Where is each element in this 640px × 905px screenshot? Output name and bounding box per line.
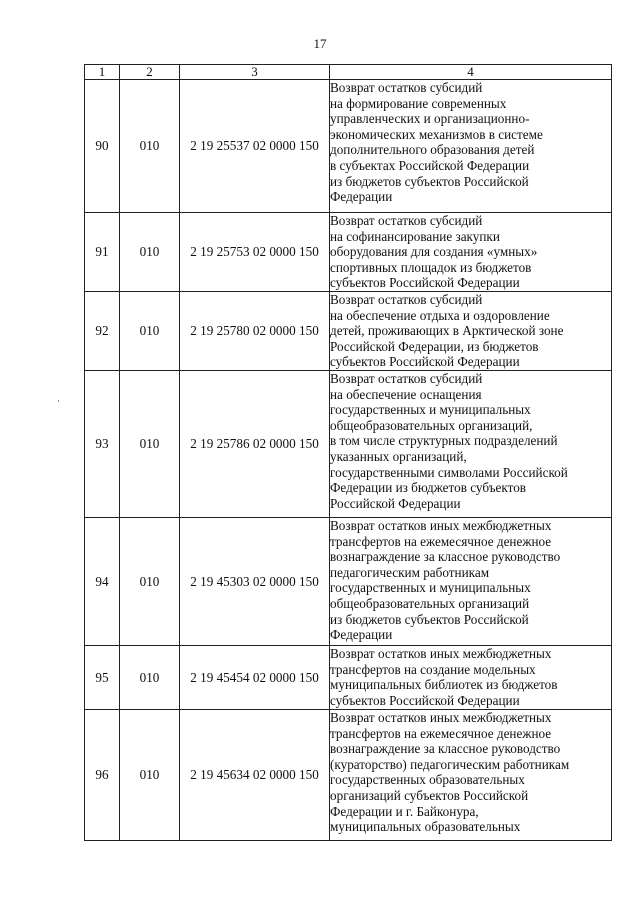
budget-classification-code: 2 19 45454 02 0000 150	[180, 645, 330, 709]
budget-classification-code: 2 19 45634 02 0000 150	[180, 709, 330, 840]
row-number: 95	[85, 645, 120, 709]
budget-classification-code: 2 19 45303 02 0000 150	[180, 517, 330, 645]
revenue-description: Возврат остатков субсидий на обеспечение отдыха и оздоровление детей, проживающих в Арктической зоне Российской Федерации, из бюджетов субъектов Российской Федерации	[330, 291, 612, 370]
column-header-2: 2	[120, 65, 180, 80]
admin-code: 010	[120, 517, 180, 645]
budget-codes-table	[84, 64, 612, 841]
table-row	[85, 517, 612, 645]
admin-code: 010	[120, 291, 180, 370]
budget-classification-code: 2 19 25753 02 0000 150	[180, 213, 330, 292]
revenue-description: Возврат остатков субсидий на формирование современных управленческих и организационно- экономических механизмов в системе дополнительного образования детей в субъектах Российской Федерации из бюджетов субъектов Российской Федерации	[330, 80, 612, 213]
revenue-description: Возврат остатков субсидий на софинансирование закупки оборудования для создания «умных» спортивных площадок из бюджетов субъектов Российской Федерации	[330, 213, 612, 292]
table-row	[85, 213, 612, 292]
revenue-description: Возврат остатков иных межбюджетных трансфертов на создание модельных муниципальных библиотек из бюджетов субъектов Российской Федерации	[330, 645, 612, 709]
budget-classification-code: 2 19 25786 02 0000 150	[180, 370, 330, 517]
row-number: 91	[85, 213, 120, 292]
admin-code: 010	[120, 645, 180, 709]
revenue-description: Возврат остатков иных межбюджетных трансфертов на ежемесячное денежное вознаграждение за классное руководство (кураторство) педагогическим работникам государственных образовательных организаций субъектов Российской Федерации и г. Байконура, муниципальных образовательных	[330, 709, 612, 840]
row-number: 94	[85, 517, 120, 645]
admin-code: 010	[120, 709, 180, 840]
column-header-4: 4	[330, 65, 612, 80]
column-header-1: 1	[85, 65, 120, 80]
table-row	[85, 80, 612, 213]
revenue-description: Возврат остатков иных межбюджетных трансфертов на ежемесячное денежное вознаграждение за классное руководство педагогическим работникам государственных и муниципальных общеобразовательных организаций из бюджетов субъектов Российской Федерации	[330, 517, 612, 645]
scan-artifact-dot	[58, 400, 59, 402]
table-header-row	[85, 65, 612, 80]
table-row	[85, 370, 612, 517]
admin-code: 010	[120, 80, 180, 213]
row-number: 93	[85, 370, 120, 517]
column-header-3: 3	[180, 65, 330, 80]
row-number: 96	[85, 709, 120, 840]
budget-classification-code: 2 19 25537 02 0000 150	[180, 80, 330, 213]
page-number: 17	[313, 36, 327, 51]
revenue-description: Возврат остатков субсидий на обеспечение оснащения государственных и муниципальных общеобразовательных организаций, в том числе структурных подразделений указанных организаций, государственными символами Российской Федерации из бюджетов субъектов Российской Федерации	[330, 370, 612, 517]
row-number: 90	[85, 80, 120, 213]
table-row	[85, 709, 612, 840]
budget-classification-code: 2 19 25780 02 0000 150	[180, 291, 330, 370]
row-number: 92	[85, 291, 120, 370]
table-row	[85, 291, 612, 370]
table-row	[85, 645, 612, 709]
admin-code: 010	[120, 213, 180, 292]
admin-code: 010	[120, 370, 180, 517]
